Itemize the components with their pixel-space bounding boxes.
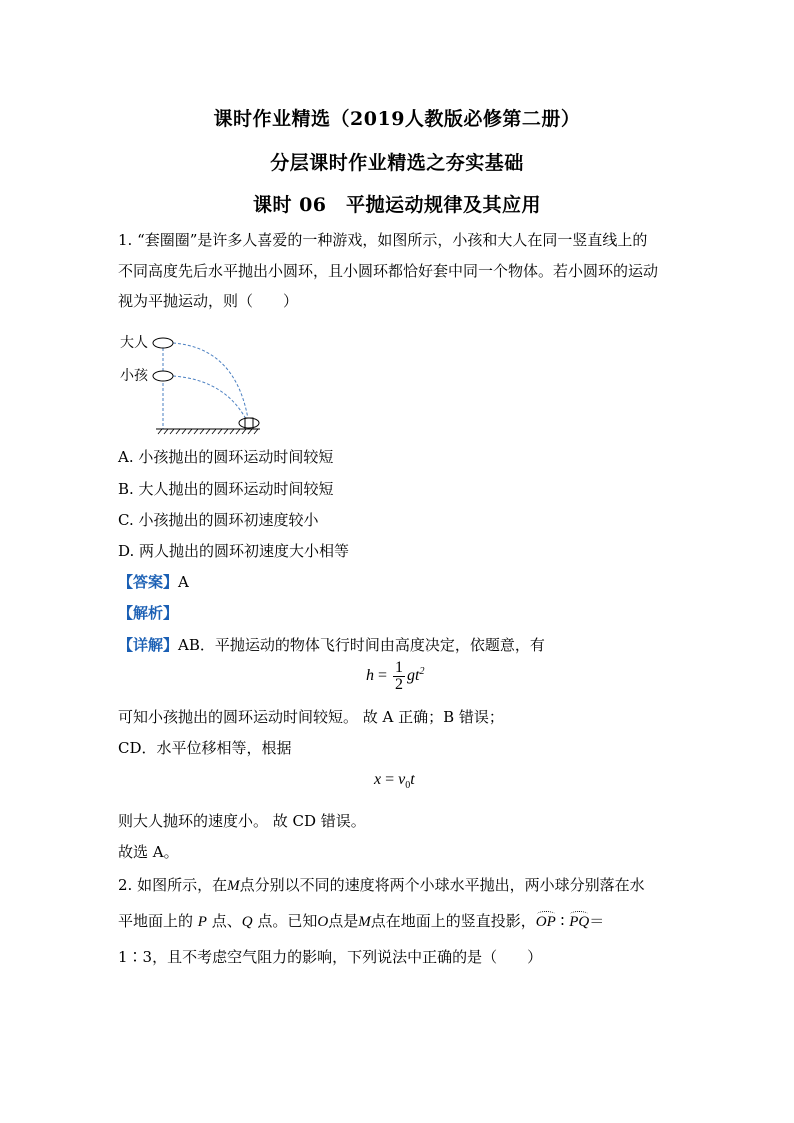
option-a: A. 小孩抛出的圆环运动时间较短: [118, 448, 334, 466]
analysis-tag: 【解析】: [118, 604, 179, 622]
q2-line1-b: 点分别以不同的速度将两个小球水平抛出，两小球分别落在水: [239, 876, 645, 894]
arc-OP: OP: [535, 914, 556, 930]
label-adult: 大人: [120, 335, 148, 351]
formula2-t: t: [410, 771, 415, 788]
option-b: B. 大人抛出的圆环运动时间较短: [118, 480, 334, 498]
q2-line2-e: 点在地面上的竖直投影，: [370, 912, 536, 930]
header-title-2: 分层课时作业精选之夯实基础: [270, 152, 524, 174]
header-title-3: 课时 06 平抛运动规律及其应用: [252, 194, 542, 216]
final-answer: 故选 A。: [118, 843, 179, 861]
detail-text: AB．平抛运动的物体飞行时间由高度决定，依题意，有: [178, 636, 545, 654]
ring-toss-figure: [118, 330, 278, 440]
q1-stem-line-3: 视为平抛运动，则（ ）: [118, 292, 299, 310]
formula1-rhs: gt: [407, 667, 420, 685]
q2-line2-d: 点是: [328, 912, 359, 930]
adult-ring: [153, 338, 173, 348]
formula1-num: 1: [395, 659, 404, 676]
q2-var-P: P: [197, 914, 207, 930]
q2-var-M2: M: [358, 914, 371, 930]
q2-line1-a: 2. 如图所示，在: [118, 876, 228, 894]
formula1-exp: 2: [419, 665, 425, 677]
formula1-den: 2: [395, 676, 404, 693]
header-title-1: 课时作业精选（2019人教版必修第二册）: [213, 108, 581, 130]
q1-stem-line-2: 不同高度先后水平抛出小圆环，且小圆环都恰好套中同一个物体。若小圆环的运动: [118, 262, 659, 280]
q2-eq: ＝: [589, 912, 605, 930]
q2-line-1: [118, 874, 645, 895]
q2-var-M: M: [227, 878, 240, 894]
q2-line2-c: 点。已知: [252, 912, 318, 930]
formula-height: [366, 660, 424, 693]
q1-stem-line-1: 1. “套圈圈”是许多人喜爱的一种游戏，如图所示，小孩和大人在同一竖直线上的: [118, 231, 648, 249]
option-c: C. 小孩抛出的圆环初速度较小: [118, 511, 319, 529]
answer-line: [118, 571, 189, 592]
child-trajectory: [173, 376, 249, 425]
q2-line-3: 1∶3，且不考虑空气阻力的影响，下列说法中正确的是（ ）: [118, 948, 543, 966]
child-ring: [153, 371, 173, 381]
analysis-line: [118, 602, 178, 623]
formula2-v: v: [398, 771, 406, 788]
detail-line: [118, 634, 545, 655]
detail-tag: 【详解】: [118, 636, 179, 654]
ground-hatch: [158, 429, 258, 434]
adult-trajectory: [173, 343, 249, 425]
q2-line-2: [118, 910, 604, 931]
option-d: D. 两人抛出的圆环初速度大小相等: [118, 542, 350, 560]
formula-displacement: [374, 771, 415, 791]
answer-value: A: [178, 573, 189, 591]
q2-var-Q: Q: [241, 914, 253, 930]
answer-tag: 【答案】: [118, 573, 179, 591]
label-child: 小孩: [120, 368, 148, 384]
q2-line2-a: 平地面上的: [118, 912, 198, 930]
formula1-fraction: [393, 660, 405, 693]
q2-colon: ∶: [555, 912, 570, 930]
arc-PQ: PQ: [569, 914, 590, 930]
formula2-eq: =: [381, 771, 399, 788]
q2-var-O: O: [317, 914, 329, 930]
formula1-eq: =: [374, 667, 392, 685]
conclusion-1: 可知小孩抛出的圆环运动时间较短。 故 A 正确；B 错误；: [118, 708, 504, 726]
conclusion-2: 则大人抛环的速度小。 故 CD 错误。: [118, 812, 366, 830]
q2-line2-b: 点、: [206, 912, 242, 930]
formula2-lhs: x: [374, 771, 382, 788]
formula1-lhs: h: [366, 667, 374, 685]
formula2-sub: 0: [405, 780, 411, 792]
cd-text: CD．水平位移相等，根据: [118, 739, 292, 757]
